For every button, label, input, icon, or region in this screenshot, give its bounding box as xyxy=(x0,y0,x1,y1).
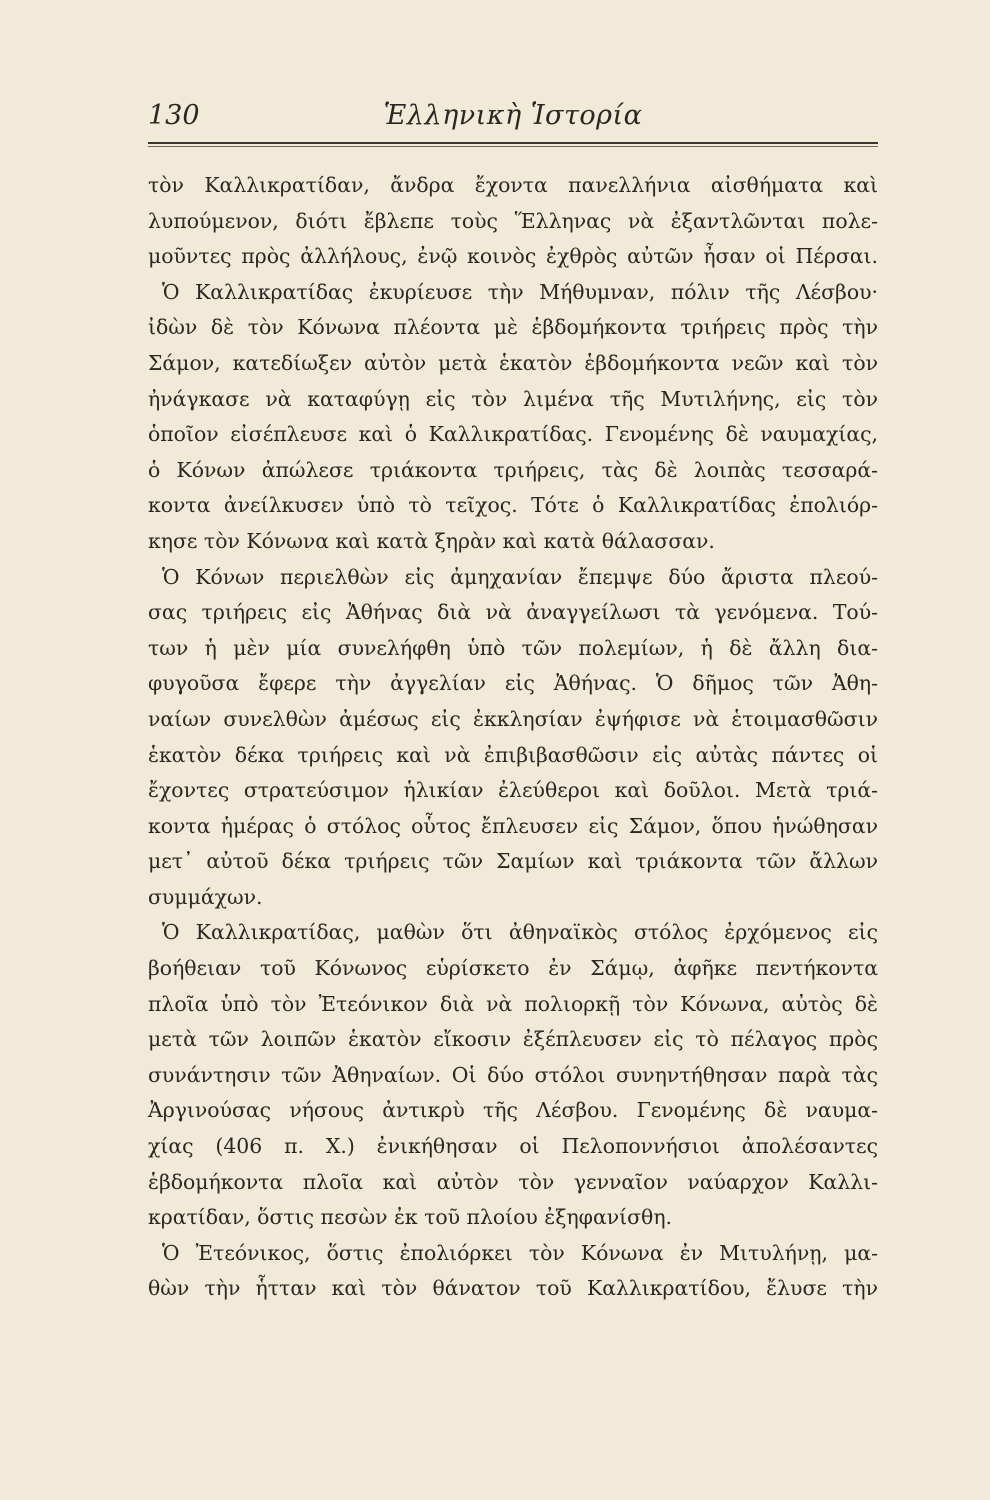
text-line: κησε τὸν Κόνωνα καὶ κατὰ ξηρὰν καὶ κατὰ θάλασσαν. xyxy=(148,528,715,553)
text-line: ἠνάγκασε νὰ καταφύγῃ εἰς τὸν λιμένα τῆς Μυτιλήνης, εἰς τὸν xyxy=(148,386,878,411)
text-line: ἑκατὸν δέκα τριήρεις καὶ νὰ ἐπιβιβασθῶσιν εἰς αὐτὰς πάντες οἱ xyxy=(148,742,878,767)
text-line: Ὁ Καλλικρατίδας ἐκυρίευσε τὴν Μήθυμναν, πόλιν τῆς Λέσβου· xyxy=(162,279,878,304)
text-line: ἰδὼν δὲ τὸν Κόνωνα πλέοντα μὲ ἑβδομήκοντα τριήρεις πρὸς τὴν xyxy=(148,315,878,340)
text-line: μετ᾽ αὐτοῦ δέκα τριήρεις τῶν Σαμίων καὶ τριάκοντα τῶν ἄλλων xyxy=(148,849,878,874)
text-line: ὁ Κόνων ἀπώλεσε τριάκοντα τριήρεις, τὰς δὲ λοιπὰς τεσσαρά- xyxy=(148,457,878,482)
text-line: ὁποῖον εἰσέπλευσε καὶ ὁ Καλλικρατίδας. Γενομένης δὲ ναυμαχίας, xyxy=(148,422,878,447)
text-line: θὼν τὴν ἧτταν καὶ τὸν θάνατον τοῦ Καλλικρατίδου, ἔλυσε τὴν xyxy=(148,1276,878,1301)
text-line: Ὁ Καλλικρατίδας, μαθὼν ὅτι ἀθηναϊκὸς στόλος ἐρχόμενος εἰς xyxy=(162,920,878,945)
page-number: 130 xyxy=(148,100,200,131)
text-line: ναίων συνελθὼν ἀμέσως εἰς ἐκκλησίαν ἐψήφισε νὰ ἑτοιμασθῶσιν xyxy=(148,706,878,731)
text-line: Ἀργινούσας νήσους ἀντικρὺ τῆς Λέσβου. Γενομένης δὲ ναυμα- xyxy=(148,1098,878,1123)
page-header xyxy=(148,100,878,140)
text-line: μοῦντες πρὸς ἀλλήλους, ἐνῷ κοινὸς ἐχθρὸς αὐτῶν ἦσαν οἱ Πέρσαι. xyxy=(148,244,878,269)
header-rule xyxy=(148,142,878,144)
text-line: κοντα ἀνείλκυσεν ὑπὸ τὸ τεῖχος. Τότε ὁ Καλλικρατίδας ἐπολιόρ- xyxy=(148,493,878,518)
text-line: σας τριήρεις εἰς Ἀθήνας διὰ νὰ ἀναγγείλωσι τὰ γενόμενα. Τού- xyxy=(148,600,878,625)
text-line: των ἡ μὲν μία συνελήφθη ὑπὸ τῶν πολεμίων, ἡ δὲ ἄλλη δια- xyxy=(148,635,878,660)
text-line: ἔχοντες στρατεύσιμον ἡλικίαν ἐλεύθεροι καὶ δοῦλοι. Μετὰ τριά- xyxy=(148,778,878,803)
text-line: Ὁ Κόνων περιελθὼν εἰς ἀμηχανίαν ἔπεμψε δύο ἄριστα πλεού- xyxy=(162,564,878,589)
text-line: τὸν Καλλικρατίδαν, ἄνδρα ἔχοντα πανελλήνια αἰσθήματα καὶ xyxy=(148,173,878,197)
text-line: κρατίδαν, ὅστις πεσὼν ἐκ τοῦ πλοίου ἐξηφανίσθη. xyxy=(148,1205,673,1230)
text-line: Ὁ Ἐτεόνικος, ὅστις ἐπολιόρκει τὸν Κόνωνα ἐν Μιτυλήνῃ, μα- xyxy=(162,1240,878,1265)
text-line: φυγοῦσα ἔφερε τὴν ἀγγελίαν εἰς Ἀθήνας. Ὁ δῆμος τῶν Ἀθη- xyxy=(148,671,878,696)
text-line: κοντα ἡμέρας ὁ στόλος οὗτος ἔπλευσεν εἰς Σάμον, ὅπου ἡνώθησαν xyxy=(148,813,878,838)
text-line: μετὰ τῶν λοιπῶν ἑκατὸν εἴκοσιν ἐξέπλευσεν εἰς τὸ πέλαγος πρὸς xyxy=(148,1027,878,1052)
text-line: πλοῖα ὑπὸ τὸν Ἐτεόνικον διὰ νὰ πολιορκῇ τὸν Κόνωνα, αὐτὸς δὲ xyxy=(148,991,878,1016)
body-text xyxy=(148,168,878,1307)
text-line: λυπούμενον, διότι ἔβλεπε τοὺς Ἕλληνας νὰ ἐξαντλῶνται πολε- xyxy=(148,208,878,233)
header-rule-thin xyxy=(148,146,878,147)
text-line: βοήθειαν τοῦ Κόνωνος εὑρίσκετο ἐν Σάμῳ, ἀφῆκε πεντήκοντα xyxy=(148,956,878,981)
text-line: συμμάχων. xyxy=(148,884,263,909)
text-line: Σάμον, κατεδίωξεν αὐτὸν μετὰ ἑκατὸν ἑβδομήκοντα νεῶν καὶ τὸν xyxy=(148,350,878,375)
text-line: συνάντησιν τῶν Ἀθηναίων. Οἱ δύο στόλοι συνηντήθησαν παρὰ τὰς xyxy=(148,1062,878,1087)
running-title: Ἑλληνικὴ Ἱστορία xyxy=(383,100,643,131)
text-line: χίας (406 π. Χ.) ἐνικήθησαν οἱ Πελοποννήσιοι ἀπολέσαντες xyxy=(148,1134,878,1159)
text-line: ἑβδομήκοντα πλοῖα καὶ αὐτὸν τὸν γενναῖον ναύαρχον Καλλι- xyxy=(148,1169,878,1194)
